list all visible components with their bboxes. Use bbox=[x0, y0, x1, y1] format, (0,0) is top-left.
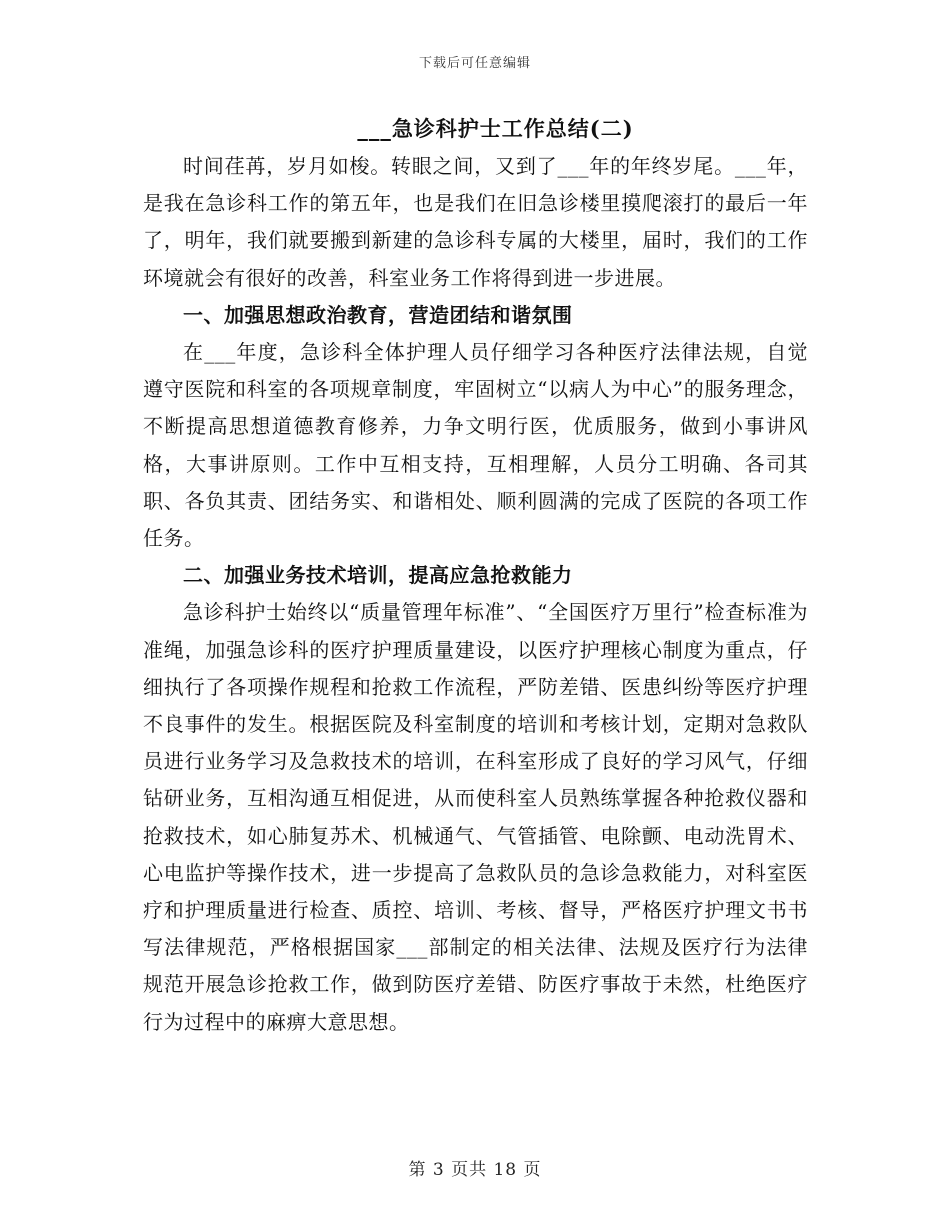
document-body bbox=[143, 110, 808, 1041]
paragraph-section-1: 在___年度，急诊科全体护理人员仔细学习各种医疗法律法规，自觉遵守医院和科室的各项规章制度，牢固树立“以病人为中心”的服务理念，不断提高思想道德教育修养，力争文明行医，优质服务，做到小事讲风格，大事讲原则。工作中互相支持，互相理解，人员分工明确、各司其职、各负其责、团结务实、和谐相处、顺利圆满的完成了医院的各项工作任务。 bbox=[143, 340, 808, 551]
header-note: 下载后可任意编辑 bbox=[418, 56, 531, 71]
section-heading-1: 一、加强思想政治教育，营造团结和谐氛围 bbox=[183, 302, 573, 327]
page-footer: 第 3 页共 18 页 bbox=[408, 1160, 542, 1180]
section-heading-2: 二、加强业务技术培训，提高应急抢救能力 bbox=[183, 563, 573, 588]
document-title: ___急诊科护士工作总结(二) bbox=[357, 116, 634, 141]
paragraph-intro: 时间荏苒，岁月如梭。转眼之间，又到了___年的年终岁尾。___年，是我在急诊科工作的第五年，也是我们在旧急诊楼里摸爬滚打的最后一年了，明年，我们就要搬到新建的急诊科专属的大楼里，届时，我们的工作环境就会有很好的改善，科室业务工作将得到进一步进展。 bbox=[143, 154, 808, 290]
paragraph-section-2: 急诊科护士始终以“质量管理年标准”、“全国医疗万里行”检查标准为准绳，加强急诊科的医疗护理质量建设，以医疗护理核心制度为重点，仔细执行了各项操作规程和抢救工作流程，严防差错、医患纠纷等医疗护理不良事件的发生。根据医院及科室制度的培训和考核计划，定期对急救队员进行业务学习及急救技术的培训，在科室形成了良好的学习风气，仔细钻研业务，互相沟通互相促进，从而使科室人员熟练掌握各种抢救仪器和抢救技术，如心肺复苏术、机械通气、气管插管、电除颤、电动洗胃术、心电监护等操作技术，进一步提高了急救队员的急诊急救能力，对科室医疗和护理质量进行检查、质控、培训、考核、督导，严格医疗护理文书书写法律规范，严格根据国家___部制定的相关法律、法规及医疗行为法律规范开展急诊抢救工作，做到防医疗差错、防医疗事故于未然，杜绝医疗行为过程中的麻痹大意思想。 bbox=[143, 600, 808, 1034]
